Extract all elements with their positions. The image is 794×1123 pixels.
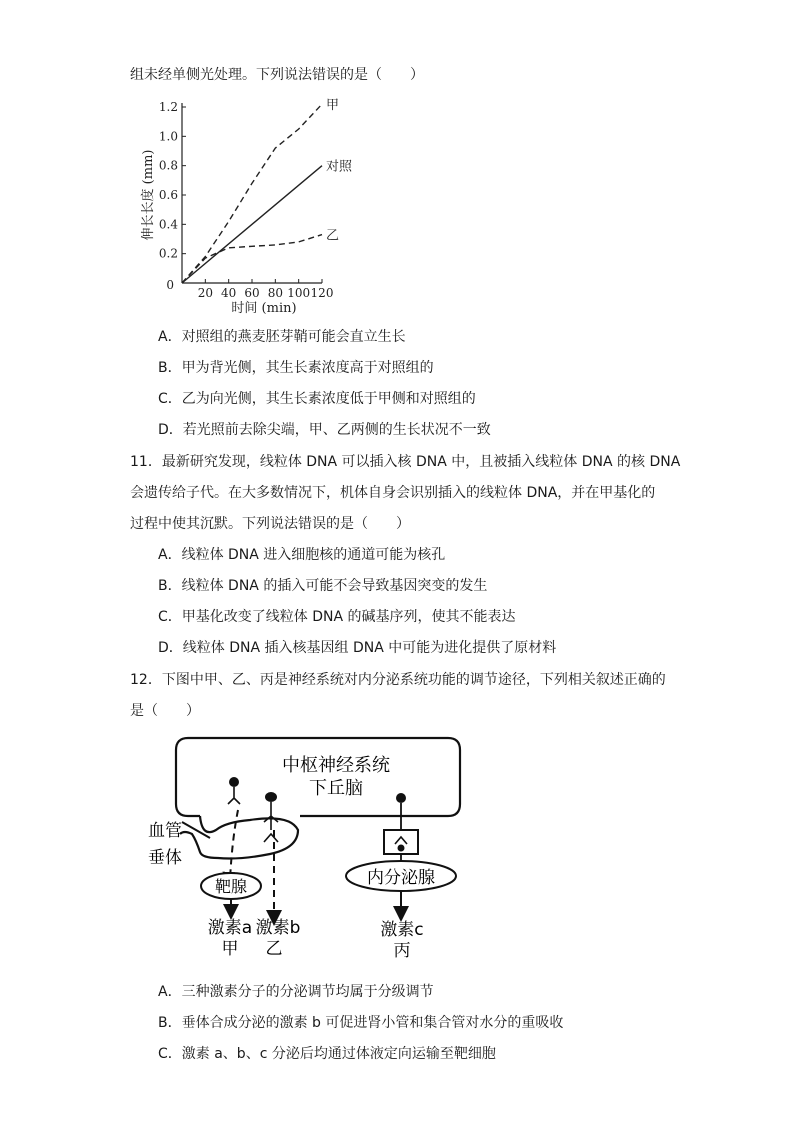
x-tick-label: 40 [221,286,237,300]
chart-ticks [159,100,334,300]
q10-option-a: A．对照组的燕麦胚芽鞘可能会直立生长 [158,329,406,345]
chart-axes [182,103,322,283]
path-jia-label: 甲 [221,939,239,959]
hypothalamus-label: 下丘脑 [309,778,363,799]
growth-chart [130,92,370,322]
x-tick-label: 80 [267,286,283,300]
y-tick-label: 0.6 [158,188,178,202]
y-tick-label: 0.8 [158,158,178,173]
y-axis-label: 伸长长度 (mm) [141,149,156,241]
series-label-对照: 对照 [326,159,353,175]
q12-stem-line-2: 是（ ） [130,703,200,719]
cns-box [176,738,460,816]
cns-label: 中枢神经系统 [282,755,390,776]
path-bing-label: 丙 [393,941,411,961]
chart-series [182,104,322,283]
path-jia-arrow [230,810,238,880]
series-line-甲 [182,104,322,283]
series-label-甲: 甲 [326,98,340,114]
neuron-3-body [396,793,406,803]
question-10-stem-end: 组未经单侧光处理。下列说法错误的是（ ） [130,67,424,83]
y-tick-label: 1.0 [158,129,178,144]
hormone-c-label: 激素c [380,920,424,940]
regulation-diagram [140,730,480,965]
path-yi-label: 乙 [265,939,283,959]
q12-option-c: C．激素 a、b、c 分泌后均通过体液定向运输至靶细胞 [158,1046,496,1062]
x-tick-label: 100 [287,286,311,300]
q12-stem-line-1: 12．下图中甲、乙、丙是神经系统对内分泌系统功能的调节途径，下列相关叙述正确的 [130,672,666,688]
q11-option-a: A．线粒体 DNA 进入细胞核的通道可能为核孔 [158,547,446,563]
neuron-2-body [265,792,277,802]
y-tick-label: 0.2 [158,246,178,261]
q11-option-c: C．甲基化改变了线粒体 DNA 的碱基序列，使其不能表达 [158,609,516,625]
neuron-1-body [229,777,239,787]
q11-stem-line-2: 会遗传给子代。在大多数情况下，机体自身会识别插入的线粒体 DNA，并在甲基化的 [130,485,656,501]
q11-option-b: B．线粒体 DNA 的插入可能不会导致基因突变的发生 [158,578,488,594]
q11-option-d: D．线粒体 DNA 插入核基因组 DNA 中可能为进化提供了原材料 [158,640,557,656]
hormone-a-label: 激素a [207,918,253,938]
q10-option-d: D．若光照前去除尖端，甲、乙两侧的生长状况不一致 [158,422,491,438]
synapse-dot [398,845,405,852]
origin-label: 0 [166,278,174,292]
q11-stem-line-3: 过程中使其沉默。下列说法错误的是（ ） [130,516,410,532]
q12-option-b: B．垂体合成分泌的激素 b 可促进肾小管和集合管对水分的重吸收 [158,1015,564,1031]
x-tick-label: 60 [244,286,260,300]
q10-option-b: B．甲为背光侧，其生长素浓度高于对照组的 [158,360,434,376]
pituitary-label: 垂体 [148,848,182,868]
vessel-label: 血管 [148,821,182,841]
q11-stem-line-1: 11．最新研究发现，线粒体 DNA 可以插入核 DNA 中，且被插入线粒体 DNA 的核 DNA [130,454,681,470]
q10-option-c: C．乙为向光侧，其生长素浓度低于甲侧和对照组的 [158,391,476,407]
y-tick-label: 1.2 [158,100,178,114]
hormone-b-label: 激素b [255,918,301,938]
pituitary-shape [180,816,298,859]
q12-option-a: A．三种激素分子的分泌调节均属于分级调节 [158,984,434,1000]
target-gland-label: 靶腺 [214,877,248,896]
y-tick-label: 0.4 [158,217,178,232]
x-tick-label: 120 [310,286,334,300]
neuron-2-axon [264,802,278,842]
neuron-1-axon [228,787,240,804]
endocrine-gland-label: 内分泌腺 [367,868,435,888]
x-axis-label: 时间 (min) [231,301,297,316]
series-label-乙: 乙 [326,228,340,244]
x-tick-label: 20 [197,286,213,300]
